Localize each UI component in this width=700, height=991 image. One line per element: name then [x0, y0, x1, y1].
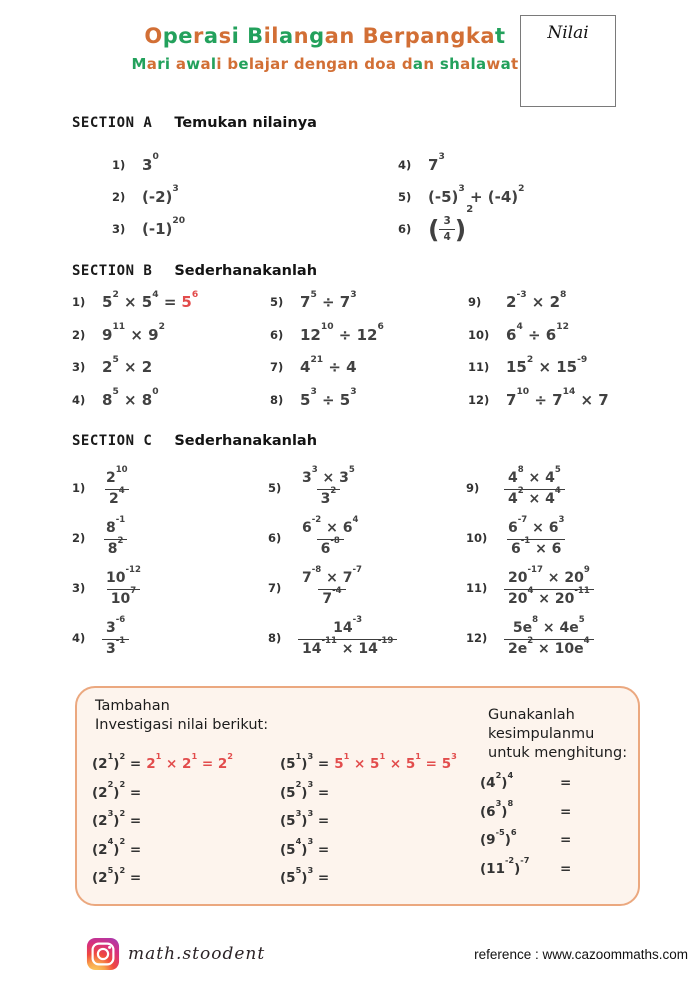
fraction [504, 615, 594, 658]
numerator: $3^3 \times 3^5$ [302, 465, 355, 486]
letter-segment: t [511, 55, 519, 73]
letter-segment: b [227, 55, 239, 73]
item-number: 3) [72, 360, 86, 375]
item-expression [300, 387, 357, 409]
problem-item [72, 384, 198, 417]
numerator: $6^{-2} \times 6^4$ [302, 515, 359, 536]
problem-item [112, 149, 185, 181]
item-expression [504, 565, 594, 608]
item-number: 2) [72, 327, 86, 342]
item-number: 6) [398, 222, 412, 236]
letter-segment: a [460, 55, 471, 73]
problem-item [466, 613, 594, 663]
item-number: 4) [398, 158, 412, 172]
problem-item [268, 563, 397, 613]
item-expression [280, 750, 457, 773]
section-c-subtitle: Sederhanakanlah [174, 433, 318, 449]
item-expression: $7^3$ [428, 152, 445, 174]
instagram-handle: math.stoodent [128, 944, 266, 964]
problem-item [280, 779, 457, 808]
problem-item [72, 286, 198, 319]
item-number: 4) [72, 631, 86, 645]
item-number: 12) [468, 392, 490, 407]
item-expression: $(-1)^{20}$ [142, 216, 186, 238]
equals-sign: = [560, 803, 572, 820]
item-number: 1) [72, 295, 86, 310]
problem-item [112, 181, 185, 213]
item-number: 11) [466, 581, 488, 595]
problem-item [468, 286, 609, 319]
section-a-subtitle: Temukan nilainya [174, 115, 317, 131]
expression-part: $5^2 \times 5^4$ = [102, 289, 177, 312]
problem-item [112, 213, 185, 245]
expression-part: $(9^{-5})^6$ [480, 826, 517, 849]
expression-part: $(6^3)^8$ [480, 798, 514, 820]
extra-investigation-box [75, 686, 640, 906]
letter-segment: w [486, 55, 501, 73]
problem-item [398, 203, 524, 245]
item-expression [92, 836, 142, 858]
denominator: $8^2$ [104, 539, 128, 559]
item-number: 7) [270, 360, 284, 375]
item-expression [298, 465, 359, 508]
problem-item [466, 513, 594, 563]
expression-part: $15^2 \times 15^{-9}$ [506, 354, 588, 377]
section-b-column-3 [468, 286, 609, 416]
section-c-title: SECTION C [72, 433, 153, 449]
letter-segment: a [279, 24, 294, 48]
item-expression [298, 615, 397, 658]
problem-item [72, 613, 145, 663]
problem-item [72, 319, 198, 352]
item-number: 5) [268, 481, 282, 495]
problem-item [72, 351, 198, 384]
item-expression [506, 387, 609, 409]
item-number: 6) [268, 531, 282, 545]
denominator: $20^4 \times 20^{-11}$ [504, 589, 594, 609]
letter-segment: la [470, 55, 487, 73]
letter-segment: O [144, 24, 163, 48]
numerator: $5e^8 \times 4e^5$ [512, 615, 585, 636]
denominator: $2e^2 \times 10e^4$ [504, 639, 594, 659]
item-expression [102, 465, 132, 508]
numerator: $7^{-8} \times 7^{-7}$ [302, 565, 362, 586]
equals-sign: = [560, 860, 572, 877]
extra-column-3-rows [480, 769, 638, 883]
item-expression [428, 203, 474, 244]
letter-segment: Berpangka [354, 24, 496, 48]
expression-part: $(2^1)^2$ = [92, 750, 142, 773]
letter-segment: a [200, 55, 211, 73]
item-number: 11) [468, 360, 490, 375]
letter-segment: n [293, 24, 310, 48]
item-expression [92, 807, 142, 830]
expression-part: $4^{21} \div 4$ [300, 354, 357, 377]
letter-segment: w [186, 55, 201, 73]
section-b-heading [72, 263, 317, 279]
letter-segment: r [193, 24, 204, 48]
fraction [298, 615, 397, 658]
score-box [520, 15, 616, 107]
problem-item [398, 149, 524, 181]
problem-item [268, 513, 397, 563]
item-number: 1) [72, 481, 86, 495]
problem-item [92, 836, 233, 865]
section-b-column-2 [270, 286, 384, 416]
expression-part: $(2^4)^2$ = [92, 836, 142, 858]
section-c-heading [72, 433, 317, 449]
problem-item [270, 319, 384, 352]
item-expression [480, 826, 560, 849]
item-expression [102, 387, 159, 409]
item-expression: $3^0$ [142, 152, 159, 174]
denominator: $3^{-1}$ [102, 639, 129, 659]
section-c-column-2 [268, 463, 397, 663]
expression-part: $(2^5)^2$ = [92, 864, 142, 887]
expression-part: $(4^2)^4$ [480, 769, 514, 792]
problem-item [268, 463, 397, 513]
denominator: $2^4$ [105, 489, 129, 509]
fraction [504, 515, 568, 558]
fraction [102, 465, 132, 508]
numerator: $10^{-12}$ [106, 565, 141, 586]
expression-part: $(5^3)^3$ = [280, 807, 330, 830]
fraction [504, 565, 594, 608]
expression-part: $(2^2)^2$ = [92, 779, 142, 801]
item-expression [506, 322, 569, 344]
item-expression [506, 289, 567, 312]
problem-item [270, 351, 384, 384]
extra-column-1 [92, 750, 233, 893]
item-expression [298, 565, 366, 608]
numerator: $3^{-6}$ [106, 615, 126, 636]
extra-box-title: Tambahan [95, 698, 170, 714]
equals-sign: = [560, 832, 572, 849]
item-number: 3) [72, 581, 86, 595]
problem-item [280, 750, 457, 779]
problem-item [270, 384, 384, 417]
fraction: ( $\frac{3}{4}$ ) $^2$ [428, 203, 474, 244]
item-expression [300, 289, 357, 312]
problem-item [92, 864, 233, 893]
item-expression [298, 515, 362, 558]
problem-item [92, 807, 233, 836]
equals-sign: = [560, 775, 572, 792]
reference-text: reference : www.cazoommaths.com [474, 947, 688, 962]
letter-segment: n [423, 55, 440, 73]
expression-part: $9^{11} \times 9^2$ [102, 322, 165, 344]
letter-segment: s [218, 24, 232, 48]
section-a-column-1 [112, 149, 185, 245]
problem-item [268, 613, 397, 663]
score-box-label: Nilai [547, 23, 589, 43]
section-a-heading [72, 115, 317, 131]
item-expression: $(-2)^3$ [142, 184, 179, 206]
numerator: $20^{-17} \times 20^9$ [508, 565, 590, 586]
item-number: 7) [268, 581, 282, 595]
fraction [102, 565, 145, 608]
item-expression [504, 515, 568, 558]
item-number: 5) [398, 190, 412, 204]
denominator: $7^{-4}$ [318, 589, 345, 609]
extra-box-subtitle: Investigasi nilai berikut: [95, 717, 269, 733]
numerator: $2^{10}$ [106, 465, 128, 486]
letter-segment: sh [439, 55, 461, 73]
letter-segment: a [500, 55, 511, 73]
extra-column-3-heading-line1: Gunakanlah kesimpulanmu [488, 707, 595, 742]
problem-item [466, 463, 594, 513]
problem-item [480, 769, 638, 798]
problem-item [480, 826, 638, 855]
item-expression [504, 465, 565, 508]
letter-segment: M [131, 55, 147, 73]
letter-segment: a [175, 55, 187, 73]
item-expression [102, 354, 153, 377]
expression-part: $2^{-3} \times 2^8$ [506, 289, 567, 312]
denominator: $6^{-1} \times 6$ [507, 539, 565, 559]
expression-part: $(2^3)^2$ = [92, 807, 142, 830]
numerator: 3 [443, 215, 451, 228]
problem-item [280, 807, 457, 836]
letter-segment: lajar [248, 55, 294, 73]
item-expression [480, 855, 560, 877]
problem-item [480, 798, 638, 827]
expression-part: $2^5 \times 2$ [102, 354, 153, 377]
problem-item [468, 384, 609, 417]
letter-segment: e [238, 55, 249, 73]
letter-segment: a [146, 55, 158, 73]
worked-answer: $5^1 \times 5^1 \times 5^1 = 5^3$ [334, 750, 457, 773]
fraction [298, 465, 359, 508]
item-expression [92, 864, 142, 887]
item-expression [102, 322, 165, 344]
item-expression [300, 354, 357, 377]
denominator: $3^2$ [317, 489, 341, 509]
denominator: $4^2 \times 4^4$ [504, 489, 565, 509]
fraction [298, 565, 366, 608]
problem-item [280, 864, 457, 893]
item-expression [506, 354, 588, 377]
problem-item [398, 181, 524, 213]
problem-item [468, 319, 609, 352]
item-number: 10) [466, 531, 488, 545]
expression-part: $(5^5)^3$ = [280, 864, 330, 887]
fraction [298, 515, 362, 558]
letter-segment: l [210, 55, 217, 73]
letter-segment: t [495, 24, 506, 48]
expression-part: $5^3 \div 5^3$ [300, 387, 357, 409]
letter-segment: a [412, 55, 424, 73]
item-expression [280, 807, 330, 830]
letter-segment: g [309, 24, 325, 48]
item-expression [280, 779, 330, 801]
expression-part: $12^{10} \div 12^6$ [300, 322, 384, 344]
expression-part: $(5^2)^3$ = [280, 779, 330, 801]
item-number: 4) [72, 392, 86, 407]
item-expression [480, 798, 560, 820]
paren: ( [428, 214, 440, 244]
numerator: $8^{-1}$ [106, 515, 126, 536]
numerator: $6^{-7} \times 6^3$ [508, 515, 565, 536]
section-b-title: SECTION B [72, 263, 153, 279]
item-number: 5) [270, 295, 284, 310]
instagram-icon [86, 937, 120, 971]
denominator: $14^{-11} \times 14^{-19}$ [298, 639, 397, 659]
expression-part: $8^5 \times 8^0$ [102, 387, 159, 409]
problem-item [72, 563, 145, 613]
problem-item [280, 836, 457, 865]
item-expression [102, 615, 129, 658]
item-number: 2) [112, 190, 126, 204]
section-c-column-3 [466, 463, 594, 663]
letter-segment: dengan doa [293, 55, 402, 73]
item-number: 10) [468, 327, 490, 342]
letter-segment: ri [157, 55, 176, 73]
expression-part: $7^{10} \div 7^{14} \times 7$ [506, 387, 609, 409]
extra-column-3 [480, 706, 638, 883]
fraction [504, 465, 565, 508]
problem-item [480, 855, 638, 884]
worked-answer: $5^6$ [181, 289, 199, 312]
item-expression [92, 750, 233, 773]
expression-part: $6^4 \div 6^{12}$ [506, 322, 569, 344]
item-expression [504, 615, 594, 658]
item-expression [102, 289, 199, 312]
section-b-subtitle: Sederhanakanlah [174, 263, 318, 279]
problem-item [92, 750, 233, 779]
item-expression [102, 565, 145, 608]
fraction [102, 615, 129, 658]
letter-segment: an [324, 24, 355, 48]
item-expression [102, 515, 129, 558]
extra-column-2 [280, 750, 457, 893]
item-expression [300, 322, 384, 344]
item-number: 9) [466, 481, 480, 495]
item-number: 3) [112, 222, 126, 236]
paren: ) [454, 214, 467, 244]
item-expression [480, 769, 560, 792]
item-number: 2) [72, 531, 86, 545]
section-b-column-1 [72, 286, 198, 416]
letter-segment: B [239, 24, 264, 48]
expression-part: $(5^1)^3$ = [280, 750, 330, 773]
item-number: 9) [468, 295, 482, 310]
letter-segment: i [231, 24, 240, 48]
letter-segment: il [263, 24, 279, 48]
numerator: $14^{-3}$ [333, 615, 363, 636]
item-expression [280, 864, 330, 887]
item-number: 12) [466, 631, 488, 645]
worked-answer: $2^1 \times 2^1 = 2^2$ [146, 750, 233, 773]
expression-part: $7^5 \div 7^3$ [300, 289, 357, 312]
section-a-title: SECTION A [72, 115, 153, 131]
section-c-column-1 [72, 463, 145, 663]
fraction [102, 515, 129, 558]
extra-column-3-heading-line2: untuk menghitung: [488, 745, 628, 761]
denominator: 4 [439, 229, 454, 243]
item-expression [280, 836, 330, 858]
item-number: 8) [268, 631, 282, 645]
denominator: $10^7$ [107, 589, 140, 609]
item-expression [92, 779, 142, 801]
problem-item [72, 513, 145, 563]
numerator: $4^8 \times 4^5$ [508, 465, 561, 486]
expression-part: $(11^{-2})^{-7}$ [480, 855, 530, 877]
problem-item [468, 351, 609, 384]
item-number: 8) [270, 392, 284, 407]
letter-segment: i [216, 55, 228, 73]
problem-item [72, 463, 145, 513]
letter-segment: a [203, 24, 219, 48]
letter-segment: pe [162, 24, 194, 48]
section-a-column-2 [398, 149, 524, 245]
problem-item [270, 286, 384, 319]
item-number: 1) [112, 158, 126, 172]
expression-part: $(5^4)^3$ = [280, 836, 330, 858]
item-number: 6) [270, 327, 284, 342]
letter-segment: d [401, 55, 413, 73]
problem-item [466, 563, 594, 613]
denominator: $6^{-8}$ [317, 539, 344, 559]
problem-item [92, 779, 233, 808]
item-expression: $(-5)^3 + (-4)^2$ [428, 184, 525, 206]
